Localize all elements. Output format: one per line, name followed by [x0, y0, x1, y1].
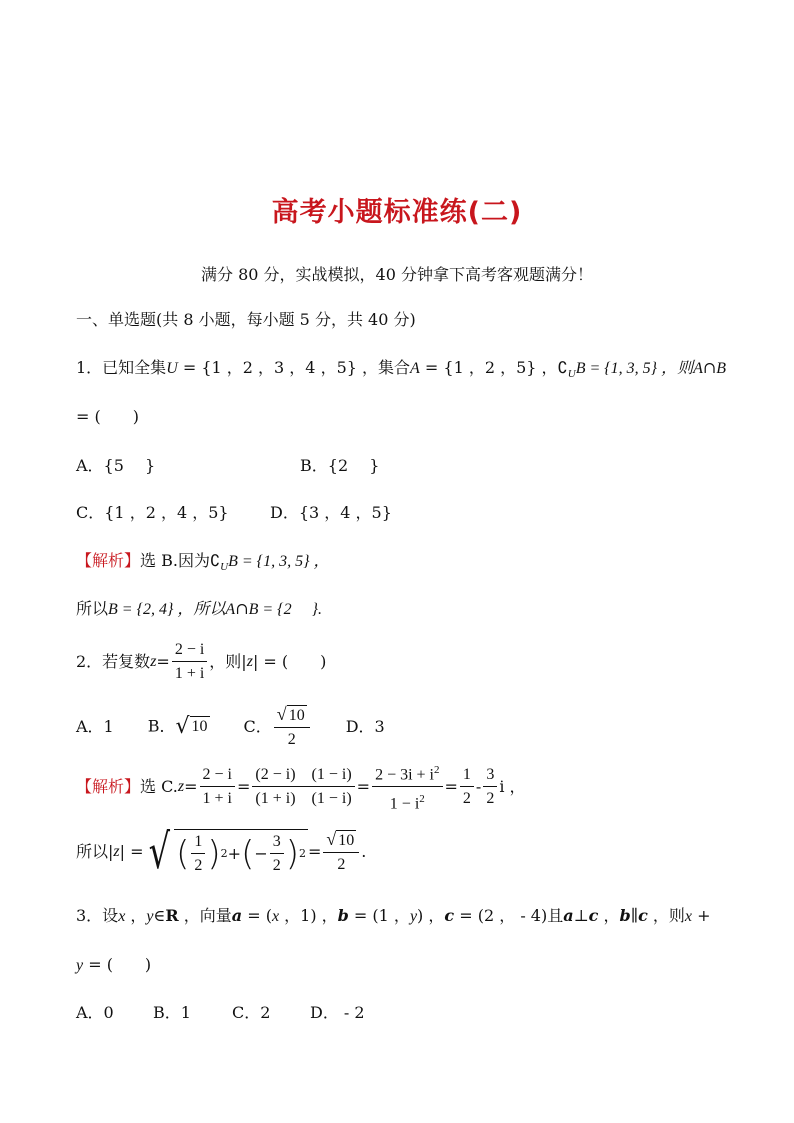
question-3-option-b: B．1: [153, 1003, 191, 1022]
question-2-option-d: D．3: [345, 717, 385, 736]
question-3-option-d: D． - 2: [310, 1003, 365, 1022]
subtitle: 满分 80 分，实战模拟，40 分钟拿下高考客观题满分！: [201, 265, 593, 284]
question-1-option-d: D．{3 ，4 ，5}: [270, 503, 392, 522]
question-2-option-b: B． √ 10: [147, 714, 208, 739]
question-3-option-a: A．0: [76, 1003, 114, 1022]
page-title: 高考小题标准练(二): [271, 197, 523, 228]
question-1-option-a: A．{5 }: [76, 456, 156, 475]
question-3-option-c: C．2: [232, 1003, 271, 1022]
solution-2-line-2: 所以| z | = √ ( $\frac{1}{2}$ ) 2 + ( − $\frac{3}{2}$ ) 2 = √ 10 2 .: [76, 824, 367, 880]
question-2-options: [76, 702, 385, 752]
fraction: $\frac{2 - i}{1 + i}$: [172, 640, 207, 684]
section-heading: 一、单选题(共 8 小题，每小题 5 分，共 40 分): [76, 310, 416, 329]
question-1-option-b: B．{2 }: [300, 456, 380, 475]
analysis-tag: 【解析】: [76, 777, 141, 796]
analysis-tag: 【解析】: [76, 551, 141, 570]
question-1-option-c: C．{1 ，2 ，4 ，5}: [76, 503, 229, 522]
solution-1-line-2: 所以B = {2, 4} ，所以A∩B = {2 }.: [76, 599, 322, 618]
solution-1-line-1: 【解析】选 B.因为$∁_UB = \{1$, 3, 5} ，: [76, 551, 330, 574]
question-1-stem: 1．已知全集U = {1 ，2 ，3 ，4 ，5} ，集合A = {1 ，2 ，5} ，$∁_UB = \{1$, 3, 5} ，则A∩B: [76, 358, 727, 381]
question-1-bracket: = ( ): [76, 407, 139, 426]
question-3-bracket: y = ( ): [76, 955, 152, 974]
solution-2-line-1: 【解析】 选 C. z = $\frac{2 - i}{1 + i}$ = $\frac{(2 - i) (1 - i)}{(1 + i) (1 - i)}$ = $\frac{2 - 3i + i^2}{1 - i^2}$ = $\frac{1}{2}$ - $\frac{3}{2}$ i ，: [76, 762, 526, 812]
question-3-stem: 3．设x ，y∈R ，向量a = (x ，1) ，b = (1 ，y) ，c = (2 ， - 4)且a⊥c ，b∥c ，则x +: [76, 906, 711, 925]
question-2-option-c: C． √ 10 2: [244, 705, 312, 750]
question-2-option-a: A．1: [76, 717, 114, 736]
question-2-stem: 2．若复数 z = $\frac{2 - i}{1 + i}$ ，则| z | = ( ): [76, 641, 327, 682]
